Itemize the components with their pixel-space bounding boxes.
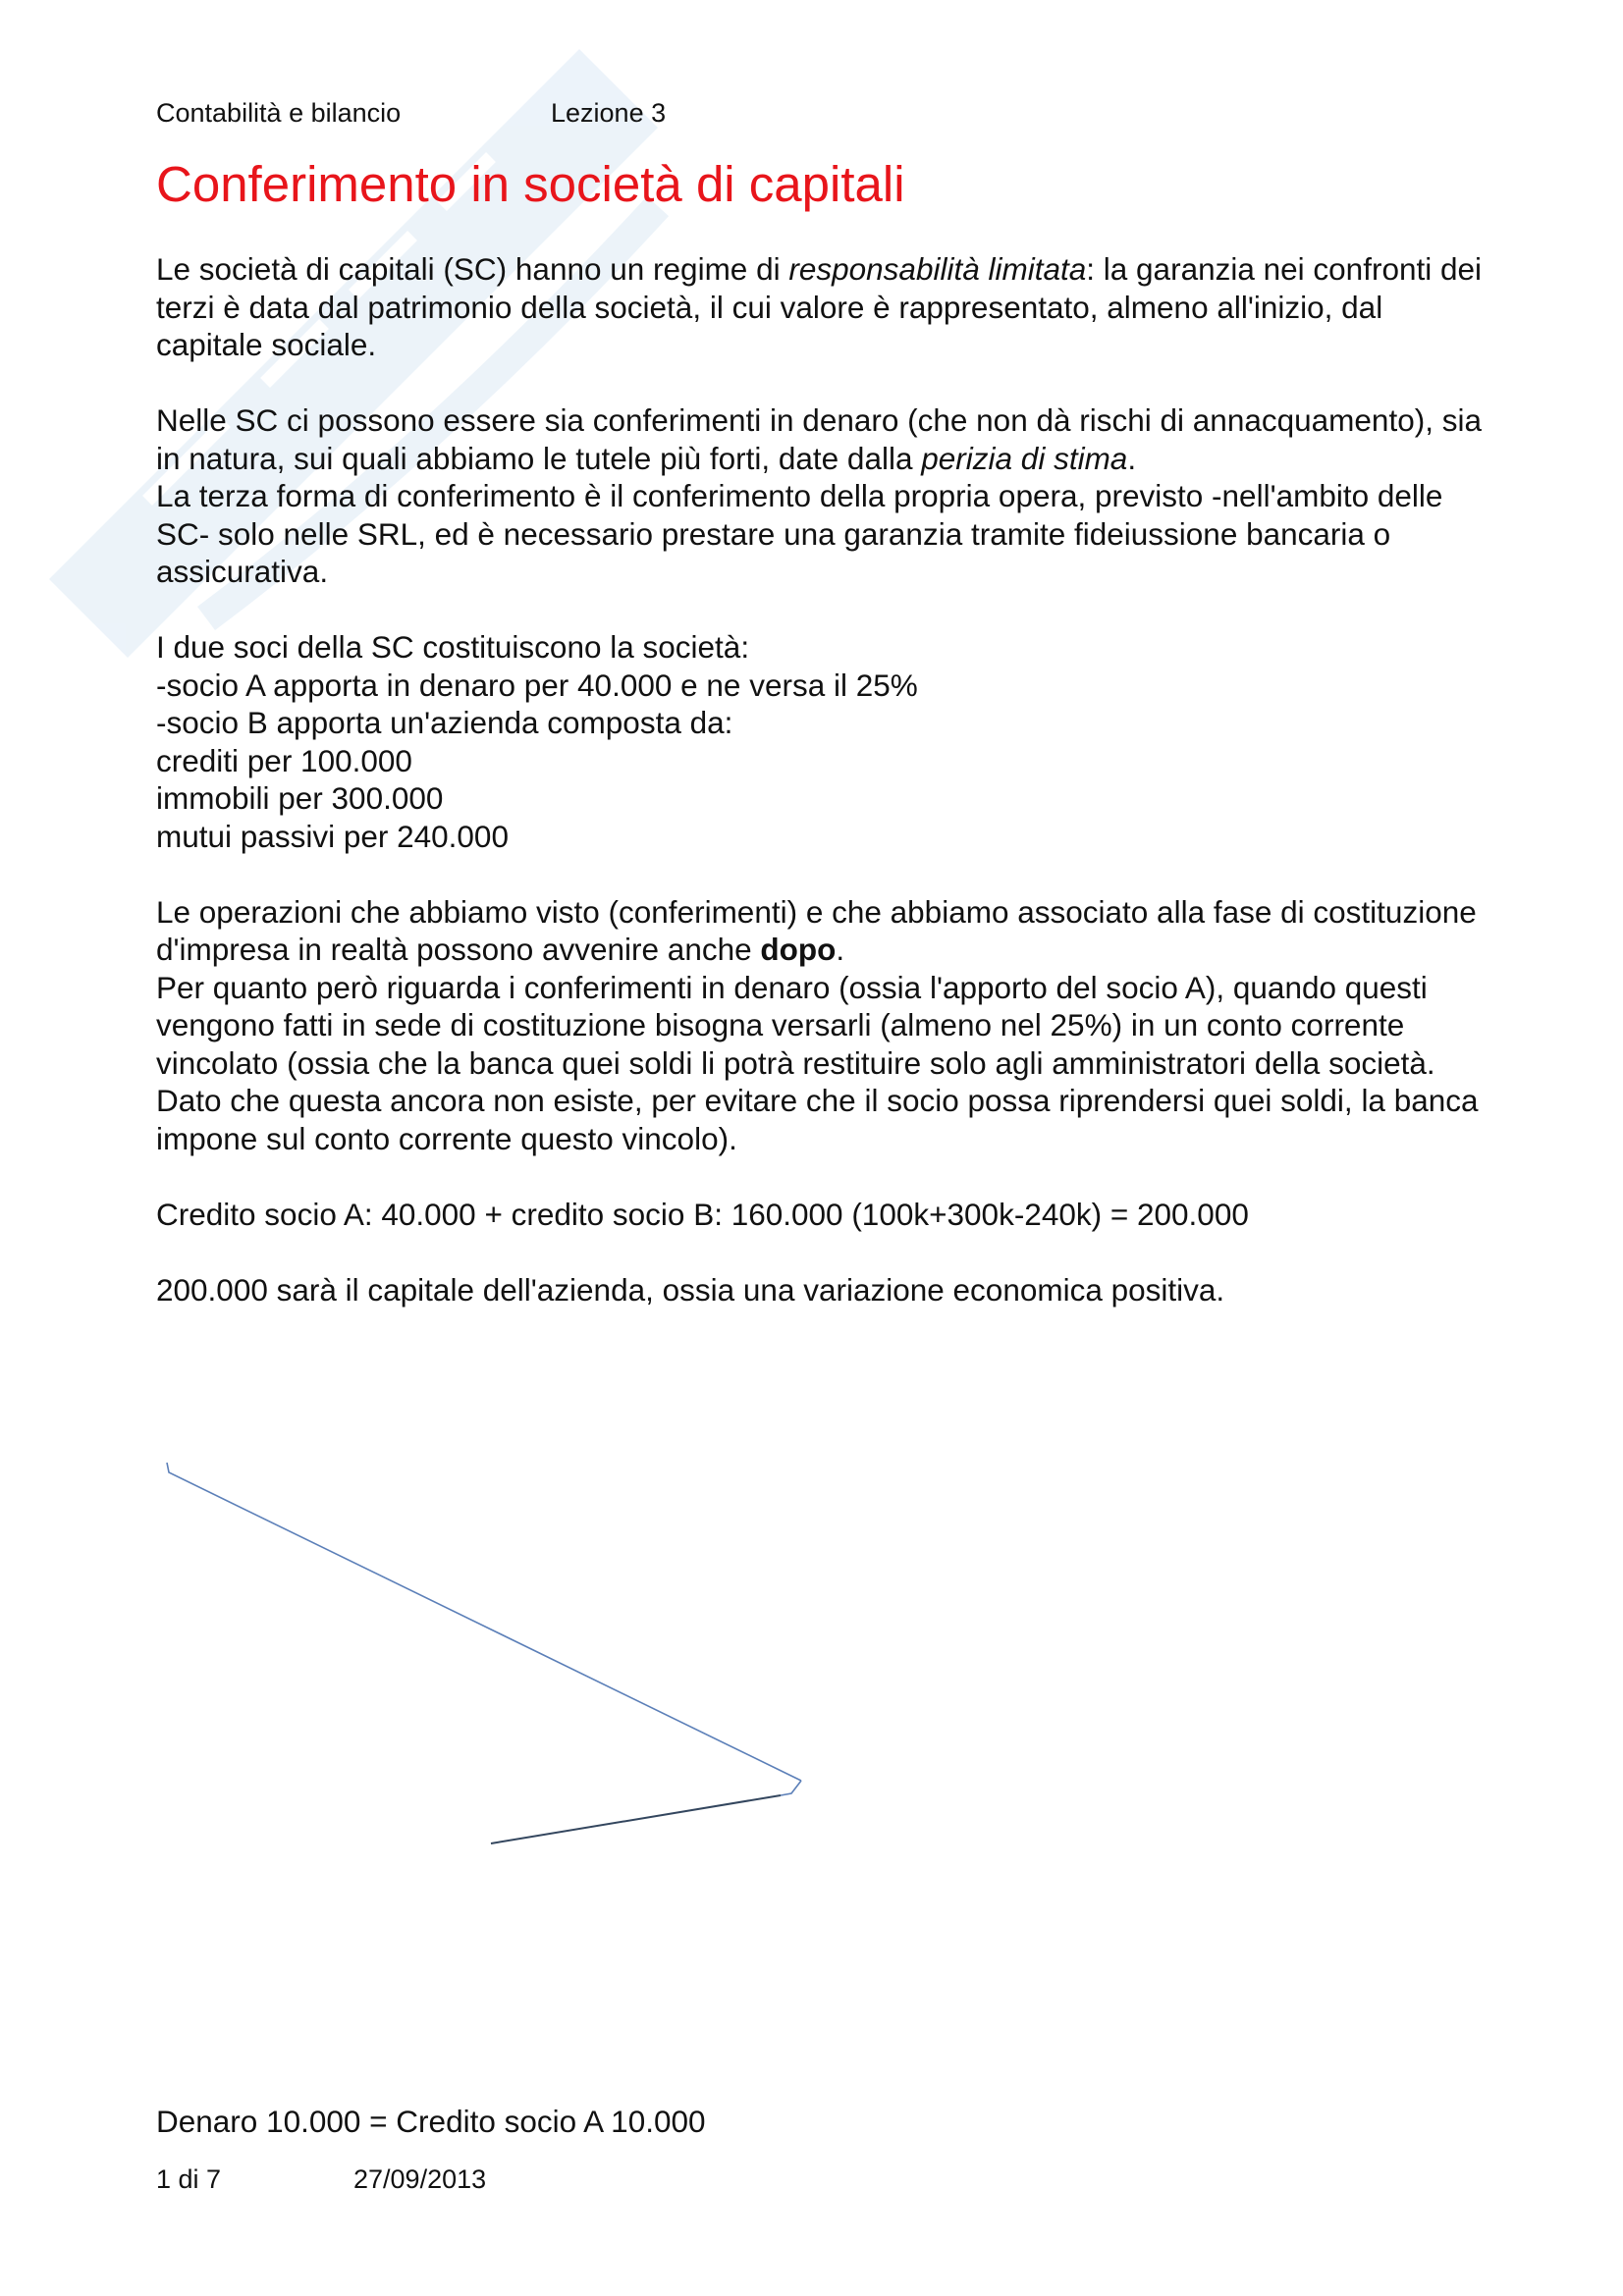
example-line: -socio B apporta un'azienda composta da: [156,705,733,740]
page-footer [156,2164,486,2195]
example-block [156,628,1491,855]
example-line: crediti per 100.000 [156,742,412,778]
example-line: -socio A apporta in denaro per 40.000 e ne versa il 25% [156,667,918,703]
example-line: immobili per 300.000 [156,780,444,816]
paragraph-contributions [156,401,1491,477]
conclusion-line: 200.000 sarà il capitale dell'azienda, ossia una variazione economica positiva. [156,1271,1225,1308]
pen-stroke-diagonal [167,1463,801,1781]
page-number: 1 di 7 [156,2164,222,2194]
paragraph-text: Le operazioni che abbiamo visto (conferimenti) e che abbiamo associato alla fase di costituzione d'impresa in realtà possono avvenire anche [156,893,1477,967]
paragraph-timing [156,893,1491,969]
paragraph-bank-account: Per quanto però riguarda i conferimenti in denaro (ossia l'apporto del socio A), quando questi vengono fatti in sede di costituzione bisogna versarli (almeno nel 25%) in un conto corrente vincolato (ossia che la banca quei soldi li potrà restituire solo agli amministratori della società. Dato che questa ancora non esiste, per evitare che il socio possa riprendersi quei soldi, la banca impone sul conto corrente questo vincolo). [156,969,1479,1156]
document-body [156,250,1491,1347]
paragraph-intro [156,250,1491,364]
bold-text: dopo [760,932,837,967]
paragraph-text: : la garanzia nei confronti dei terzi è data dal patrimonio della società, il cui valore è rappresentato, almeno all'inizio, dal capitale sociale. [156,251,1483,362]
emphasis-text: perizia di stima [921,440,1128,476]
example-intro: I due soci della SC costituiscono la società: [156,629,750,665]
lesson-label: Lezione 3 [551,98,667,128]
paragraph-text: . [836,932,845,967]
paragraph-text: Le società di capitali (SC) hanno un regime di [156,251,789,287]
pen-stroke-bottom [491,1795,781,1843]
page-title: Conferimento in società di capitali [156,156,905,212]
bottom-equation: Denaro 10.000 = Credito socio A 10.000 [156,2104,706,2139]
footer-date: 27/09/2013 [353,2164,487,2194]
emphasis-text: responsabilità limitata [788,251,1087,287]
paragraph-work-contribution: La terza forma di conferimento è il conferimento della propria opera, previsto -nell'ambito delle SC- solo nelle SRL, ed è necessario prestare una garanzia tramite fideiussione bancaria o assicurativa. [156,478,1443,589]
pen-stroke-hook [781,1781,801,1795]
example-line: mutui passivi per 240.000 [156,818,509,854]
page-header [156,98,666,129]
paragraph-text: . [1127,440,1137,476]
formula-line: Credito socio A: 40.000 + credito socio B: 160.000 (100k+300k-240k) = 200.000 [156,1196,1249,1232]
course-name: Contabilità e bilancio [156,98,402,128]
paragraph-text: Nelle SC ci possono essere sia conferimenti in denaro (che non dà rischi di annacquamento), sia in natura, sui quali abbiamo le tutele più forti, date dalla [156,402,1482,476]
